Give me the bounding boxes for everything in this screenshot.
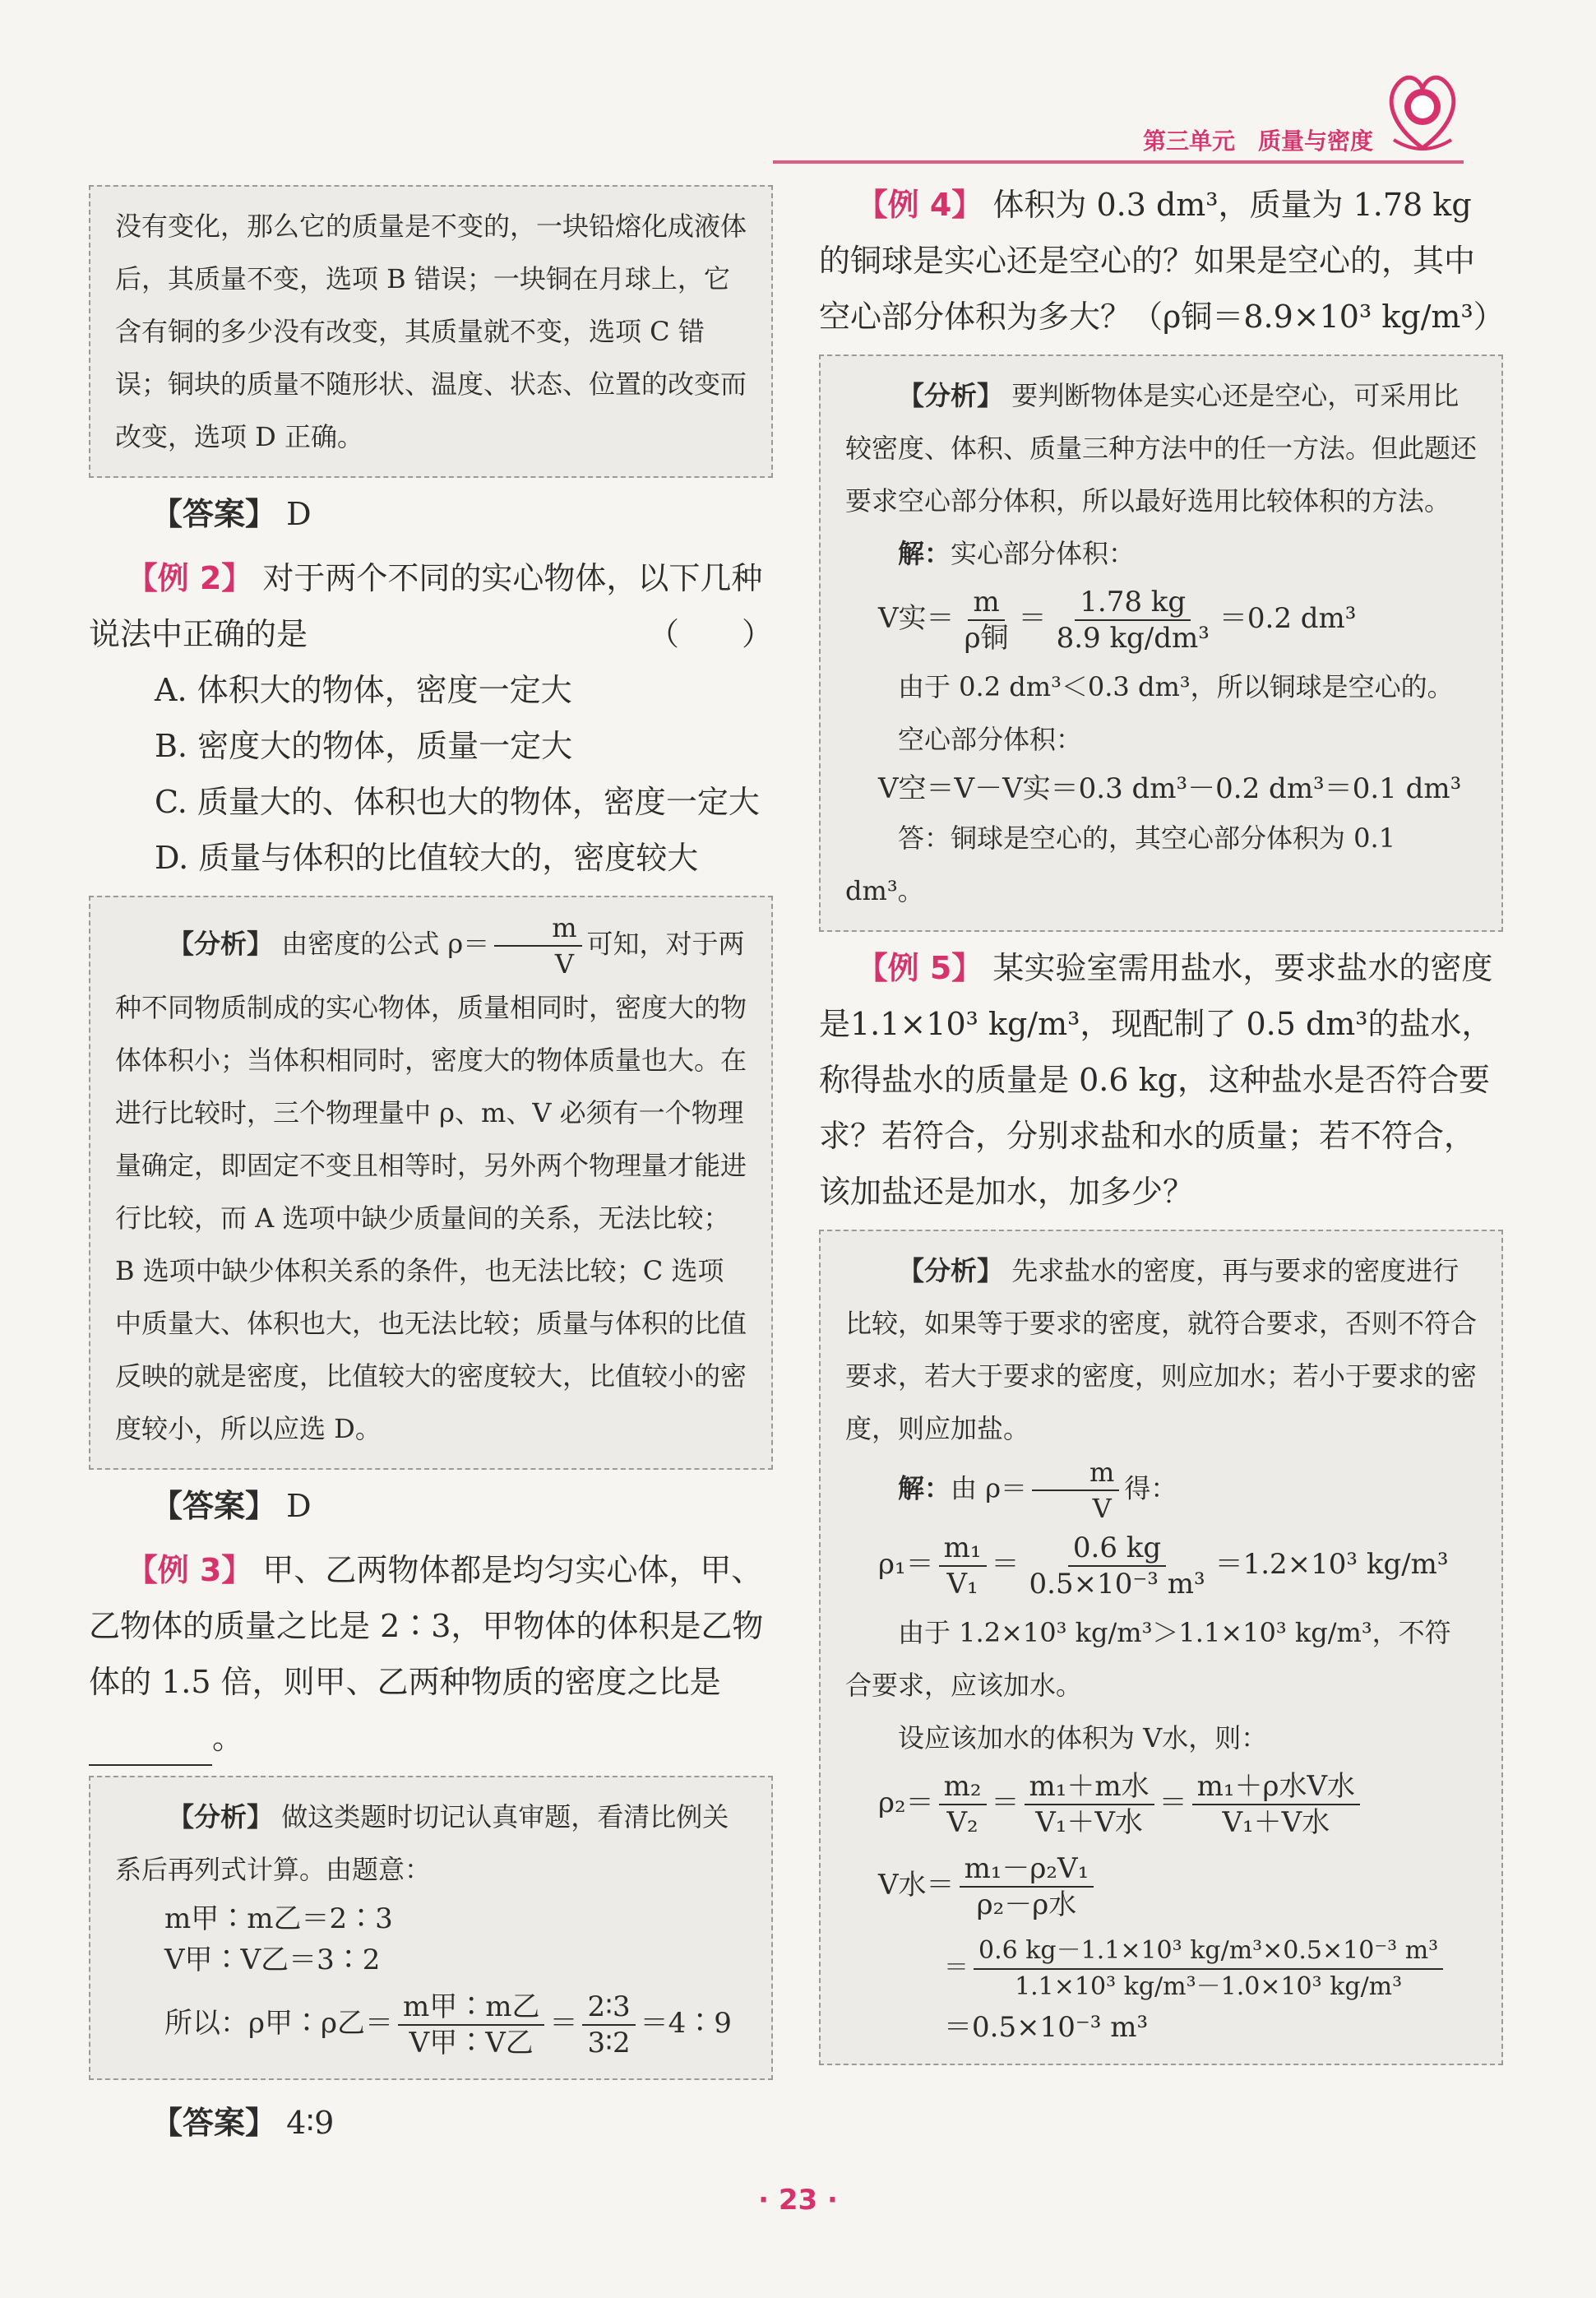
solution-4-answer: 答：铜球是空心的，其空心部分体积为 0.1 dm³。 — [845, 822, 1396, 906]
equation-hollow-volume: V空＝V－V实＝0.3 dm³－0.2 dm³＝0.1 dm³ — [878, 772, 1462, 805]
analysis-label: 【分析】 — [898, 1255, 1004, 1286]
example-3-end: 。 — [212, 1720, 244, 1756]
fraction-numerator: m₁－ρ₂V₁ — [960, 1851, 1094, 1888]
analysis-5-text — [845, 1244, 1477, 1455]
answer-value: D — [286, 1488, 312, 1524]
fraction-numerator: m — [1032, 1455, 1119, 1491]
eq-lhs: V实＝ — [878, 602, 955, 635]
equation-density-1: ρ₁＝ $\frac{\text{m₁}}{\text{V₁}}$ ＝ $\frac{0.6 kg}{\text{0.5×10⁻³ m³}}$ ＝1.2×10³ kg/m³ — [878, 1531, 1449, 1601]
solution-4-compare: 由于 0.2 dm³＜0.3 dm³，所以铜球是空心的。 — [898, 671, 1454, 702]
analysis-label: 【分析】 — [168, 1801, 274, 1832]
fraction-denominator: V₁＋V水 — [1035, 1806, 1143, 1839]
fraction-denominator: V甲∶V乙 — [409, 2027, 534, 2059]
example-3-blank-line — [89, 1710, 773, 1766]
eq-lhs: ρ₂＝ — [878, 1786, 934, 1819]
analysis-4-text — [845, 369, 1477, 527]
fraction-substituted — [974, 1934, 1443, 2004]
example-4-text: 体积为 0.3 dm³，质量为 1.78 kg 的铜球是实心还是空心的？如果是空心的，其中空心部分体积为多大？（ρ铜＝8.9×10³ kg/m³） — [819, 187, 1505, 335]
fraction-numerator: m₂ — [939, 1769, 987, 1805]
example-5-label: 【例 5】 — [856, 950, 983, 986]
answer-label: 【答案】 — [151, 496, 277, 532]
analysis-label: 【分析】 — [168, 928, 274, 960]
fraction-denominator: ρ铜 — [964, 622, 1009, 655]
fraction-denominator: 8.9 kg/dm³ — [1056, 622, 1210, 655]
fraction-numerator: m₁＋ρ水V水 — [1192, 1769, 1360, 1805]
fraction-numerator: 0.6 kg — [1068, 1531, 1166, 1567]
fraction-numerator: m — [494, 910, 581, 947]
fraction-1 — [960, 1851, 1094, 1922]
equation-density-2: ρ₂＝ $\frac{\text{m₂}}{\text{V₂}}$ ＝ $\frac{\text{m₁＋m水}}{\text{V₁＋V水}}$ ＝ $\frac{\text{m₁＋ρ水V水}}{\text{V₁＋V水}}$ — [878, 1769, 1477, 1840]
option-c: C. 质量大的、体积也大的物体，密度一定大 — [155, 784, 760, 820]
analysis-box-4 — [819, 354, 1503, 932]
analysis-2-lead: 由密度的公式 — [281, 928, 440, 960]
header-rule — [773, 160, 1464, 164]
answer-label: 【答案】 — [151, 1488, 277, 1524]
example-3-text: 甲、乙两物体都是均匀实心体，甲、乙物体的质量之比是 2∶3，甲物体的体积是乙物体的 1.5 倍，则甲、乙两种物质的密度之比是 — [89, 1552, 764, 1700]
answer-label: 【答案】 — [151, 2105, 277, 2141]
equation-density-ratio: 所以：ρ甲∶ρ乙＝ $\frac{\text{m甲∶m乙}}{\text{V甲∶V乙}}$ ＝ $\frac{2∶3}{3∶2}$ ＝4∶9 — [164, 1990, 732, 2059]
answer-blank — [89, 1731, 212, 1766]
fraction-numerator: m — [968, 585, 1004, 621]
right-column — [819, 177, 1503, 2065]
density-fraction — [1032, 1455, 1119, 1526]
solution-5-setup: 设应该加水的体积为 V水，则： — [898, 1722, 1268, 1754]
fraction-denominator: V₂ — [946, 1806, 978, 1839]
example-4 — [819, 177, 1503, 345]
eq-result: ＝1.2×10³ kg/m³ — [1214, 1548, 1449, 1581]
fraction-numerator: 0.6 kg－1.1×10³ kg/m³×0.5×10⁻³ m³ — [974, 1934, 1443, 1970]
ratio-fraction-2 — [582, 1990, 635, 2060]
fraction-denominator: V₁＋V水 — [1222, 1806, 1330, 1839]
fraction-2 — [1025, 1531, 1210, 1601]
answer-value: D — [286, 496, 312, 532]
equation-solid-volume: V实＝ $\frac{m}{\text{ρ铜}}$ ＝ $\frac{1.78 kg}{\text{8.9 kg/dm³}}$ ＝0.2 dm³ — [878, 586, 1357, 655]
example-3-label: 【例 3】 — [126, 1552, 253, 1588]
fraction-1 — [960, 585, 1014, 656]
equation-volume-ratio: V甲∶V乙＝3∶2 — [164, 1944, 381, 1976]
answer-1 — [151, 486, 773, 542]
eq-lead: 所以：ρ甲∶ρ乙＝ — [164, 2007, 393, 2040]
page-number: · 23 · — [758, 2184, 838, 2217]
equation-water-volume-result: ＝0.5×10⁻³ m³ — [944, 2011, 1149, 2044]
fraction-denominator: V — [1092, 1493, 1112, 1524]
fraction-2 — [1052, 585, 1214, 656]
analysis-3-body: 做这类题时切记认真审题，看清比例关系后再列式计算。由题意： — [115, 1801, 729, 1885]
fraction-numerator: 2∶3 — [582, 1990, 635, 2026]
solution-5-intro — [845, 1455, 1477, 1526]
formula-lhs: ρ＝ — [447, 928, 490, 960]
fraction-1 — [939, 1531, 987, 1601]
eq-result: ＝0.2 dm³ — [1219, 602, 1357, 635]
example-2-text: 对于两个不同的实心物体，以下几种说法中正确的是 — [89, 560, 763, 652]
ratio-fraction-1 — [398, 1990, 544, 2060]
example-2 — [89, 550, 773, 662]
unit-title: 第三单元 质量与密度 — [1142, 127, 1373, 155]
analysis-4-body: 要判断物体是实心还是空心，可采用比较密度、体积、质量三种方法中的任一方法。但此题还要求空心部分体积，所以最好选用比较体积的方法。 — [845, 380, 1478, 517]
analysis-box-2 — [89, 896, 773, 1470]
solution-5-lead: 由 ρ＝ — [951, 1472, 1028, 1504]
eq-result: ＝4∶9 — [640, 2007, 732, 2040]
option-a: A. 体积大的物体，密度一定大 — [155, 672, 572, 708]
fraction-1 — [939, 1769, 987, 1840]
example-2-label: 【例 2】 — [126, 560, 253, 596]
example-4-label: 【例 4】 — [856, 187, 983, 223]
analysis-label: 【分析】 — [898, 380, 1004, 411]
analysis-3-text — [115, 1791, 747, 1896]
analysis-2-text — [115, 910, 747, 1455]
equation-water-volume — [878, 1851, 1477, 1922]
solution-5-tail: 得： — [1124, 1472, 1177, 1504]
fraction-denominator: 0.5×10⁻³ m³ — [1029, 1568, 1205, 1601]
example-3 — [89, 1542, 773, 1710]
solution-5-compare: 由于 1.2×10³ kg/m³＞1.1×10³ kg/m³，不符合要求，应该加水。 — [845, 1617, 1451, 1701]
left-column — [89, 185, 773, 2159]
fraction-numerator: m甲∶m乙 — [398, 1990, 544, 2026]
analysis-2-body: 可知，对于两种不同物质制成的实心物体，质量相同时，密度大的物体体积小；当体积相同时，密度大的物体质量也大。在进行比较时，三个物理量中 ρ、m、V 必须有一个物理量确定，即固定不变且相等时，另外两个物理量才能进行比较，而 A 选项中缺少质量间的关系，无法比较；B 选项中缺少体积关系的条件，也无法比较；C 选项中质量大、体积也大，也无法比较；质量与体积的比值反映的就是密度，比值较大的密度较大，比值较小的密度较小，所以应选 D。 — [115, 928, 747, 1444]
fraction-denominator: V — [554, 948, 574, 980]
fraction-denominator: V₁ — [946, 1568, 978, 1601]
fraction-3 — [1192, 1769, 1360, 1840]
solution-label: 解： — [898, 538, 951, 569]
fraction-denominator: ρ₂－ρ水 — [976, 1888, 1077, 1921]
analysis-box-3 — [89, 1776, 773, 2080]
fraction-numerator: 1.78 kg — [1075, 585, 1191, 621]
solution-label: 解： — [898, 1472, 951, 1504]
answer-2 — [151, 1478, 773, 1534]
fraction-denominator: 3∶2 — [587, 2027, 631, 2059]
equation-mass-ratio: m甲∶m乙＝2∶3 — [164, 1902, 393, 1935]
answer-3 — [151, 2095, 773, 2151]
answer-value: 4∶9 — [286, 2105, 335, 2141]
fraction-numerator: m₁＋m水 — [1025, 1769, 1154, 1805]
analysis-box-continued — [89, 185, 773, 478]
analysis-continued-text: 没有变化，那么它的质量是不变的，一块铅熔化成液体后，其质量不变，选项 B 错误；一块铜在月球上，它含有铜的多少没有改变，其质量就不变，选项 C 错误；铜块的质量不随形状、温度、状态、位置的改变而改变，选项 D 正确。 — [115, 211, 747, 452]
fraction-denominator: 1.1×10³ kg/m³－1.0×10³ kg/m³ — [1015, 1972, 1403, 2001]
option-d: D. 质量与体积的比值较大的，密度较大 — [155, 840, 699, 876]
example-5 — [819, 940, 1503, 1220]
page-header — [773, 58, 1464, 164]
example-2-paren: （ ） — [647, 616, 773, 652]
fraction-numerator: m₁ — [939, 1531, 987, 1567]
option-b: B. 密度大的物体，质量一定大 — [155, 728, 573, 764]
eq-lhs: V水＝ — [878, 1869, 955, 1902]
analysis-5-body: 先求盐水的密度，再与要求的密度进行比较，如果等于要求的密度，就符合要求，否则不符合要求，若大于要求的密度，则应加水；若小于要求的密度，则应加盐。 — [845, 1255, 1478, 1444]
solution-4-hollow-label: 空心部分体积： — [898, 724, 1083, 755]
fraction-2 — [1025, 1769, 1154, 1840]
eq-lhs: ρ₁＝ — [878, 1548, 934, 1581]
solution-4-intro — [845, 527, 1477, 580]
equation-water-volume-substituted: ＝ $\frac{\text{0.6 kg－1.1×10³ kg/m³×0.5×10⁻³ m³}}{\text{1.1×10³ kg/m³－1.0×10³ kg/m³}}$ — [944, 1934, 1477, 2004]
example-5-text: 某实验室需用盐水，要求盐水的密度是1.1×10³ kg/m³，现配制了 0.5 dm³的盐水，称得盐水的质量是 0.6 kg，这种盐水是否符合要求？若符合，分别求盐和水的质量；若不符合，该加盐还是加水，加多少？ — [819, 950, 1493, 1210]
density-fraction — [494, 910, 581, 981]
solution-4-text: 实心部分体积： — [951, 538, 1136, 569]
analysis-box-5 — [819, 1230, 1503, 2065]
publisher-logo-icon — [1381, 66, 1464, 156]
